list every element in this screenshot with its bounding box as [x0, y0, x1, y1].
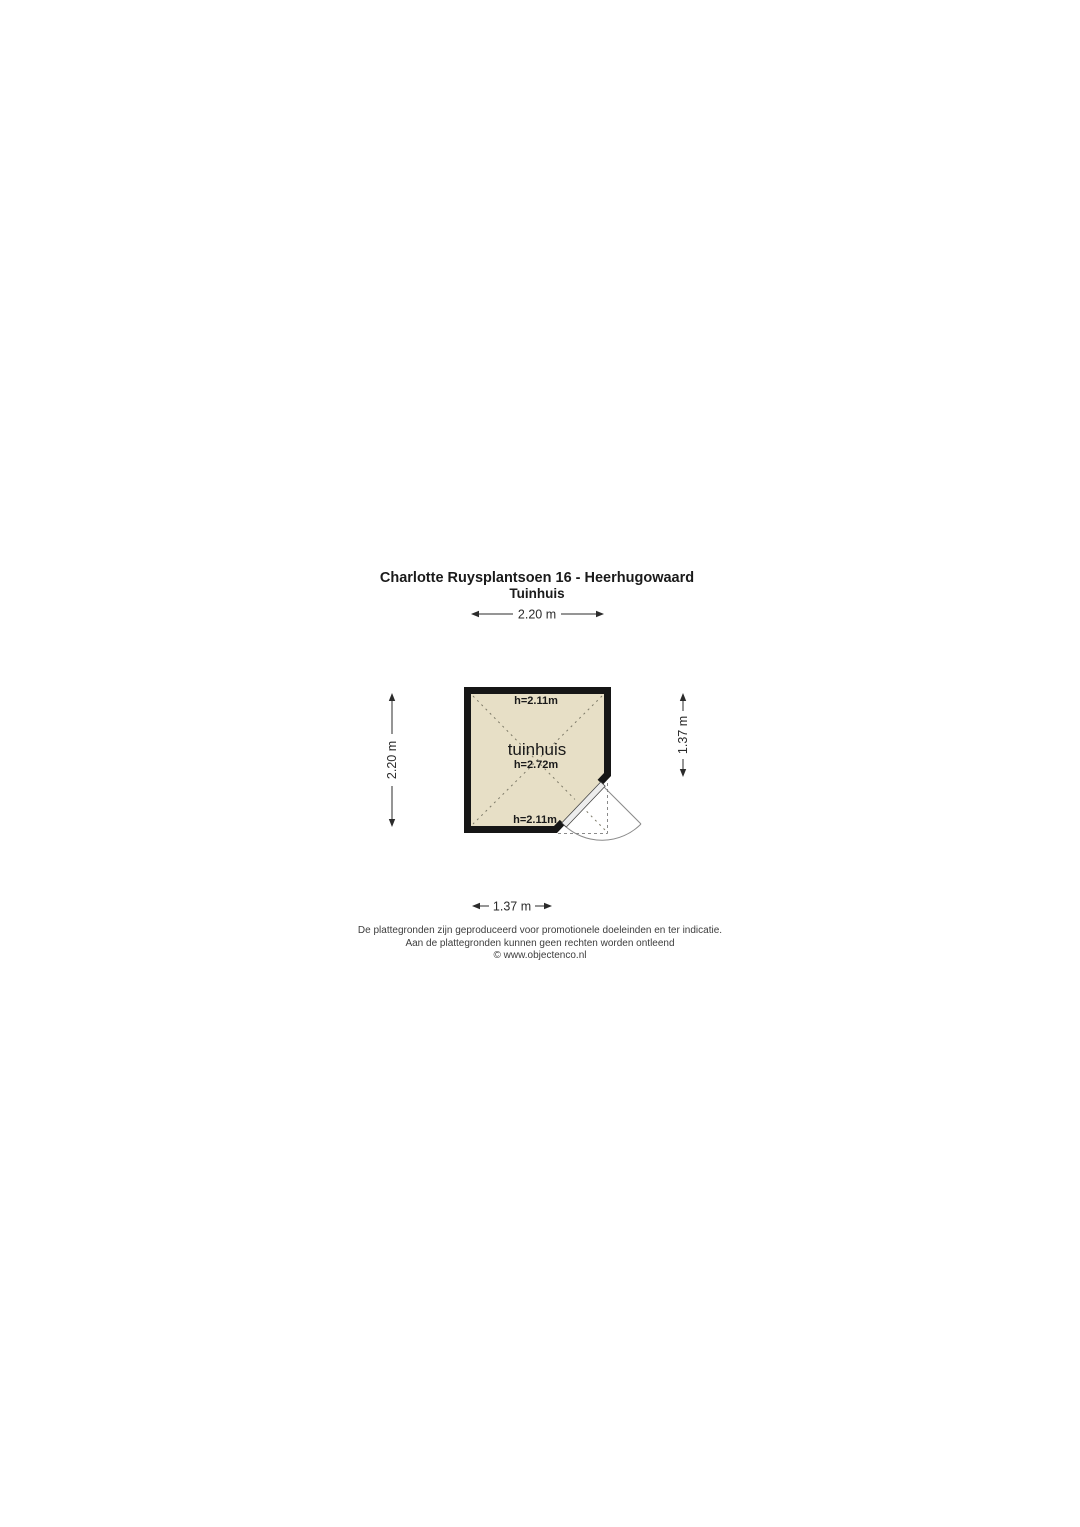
- arrow-left-icon: [472, 903, 480, 909]
- dimension-left: [384, 693, 400, 827]
- dimension-bottom: [472, 898, 552, 914]
- dimension-top: [471, 606, 604, 622]
- dimension-left-label: 2.20 m: [385, 740, 399, 780]
- dimension-right-label: 1.37 m: [676, 715, 690, 755]
- dimension-bottom-label: 1.37 m: [492, 899, 532, 914]
- arrow-down-icon: [389, 819, 395, 827]
- ceiling-height-top-label: h=2.11m: [514, 695, 558, 707]
- plan-title: Charlotte Ruysplantsoen 16 - Heerhugowaard: [379, 570, 695, 586]
- arrow-down-icon: [680, 769, 686, 777]
- room-name-label: tuinhuis: [507, 740, 567, 759]
- door-swing-arc: [564, 824, 641, 840]
- dimension-top-label: 2.20 m: [517, 607, 557, 622]
- footer-copyright: © www.objectenco.nl: [493, 950, 587, 961]
- arrow-up-icon: [389, 693, 395, 701]
- dimension-right: [675, 693, 691, 777]
- door-open-line: [602, 785, 641, 824]
- footer-disclaimer-line2: Aan de plattegronden kunnen geen rechten worden ontleend: [405, 938, 675, 949]
- arrow-right-icon: [544, 903, 552, 909]
- arrow-right-icon: [596, 611, 604, 617]
- footer-disclaimer-line1: De plattegronden zijn geproduceerd voor promotionele doeleinden en ter indicatie.: [357, 925, 723, 936]
- ceiling-height-center-label: h=2.72m: [513, 759, 559, 771]
- arrow-up-icon: [680, 693, 686, 701]
- plan-subtitle: Tuinhuis: [509, 586, 565, 601]
- arrow-left-icon: [471, 611, 479, 617]
- ceiling-height-bottom-label: h=2.11m: [513, 814, 557, 826]
